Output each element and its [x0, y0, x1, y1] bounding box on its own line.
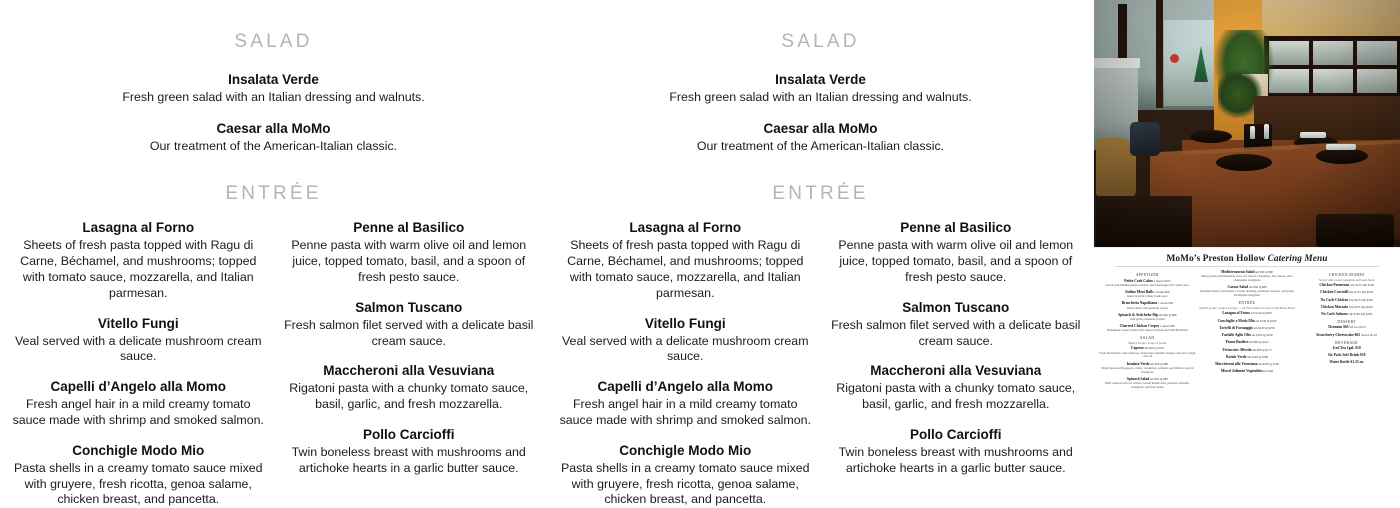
catering-item-name: Water Bottle $1.25 ea.	[1329, 360, 1364, 365]
dish-item	[44, 120, 504, 155]
catering-item	[1199, 369, 1296, 374]
dish-item	[10, 219, 267, 301]
catering-item-name: Chicken Carcioffi 10p $125 20p $220	[1320, 290, 1374, 295]
catering-item	[1199, 285, 1296, 298]
catering-title-divider	[1115, 266, 1379, 267]
dish-description: Fresh salmon filet served with a delicate basil cream sauce.	[831, 317, 1081, 348]
catering-item	[1199, 362, 1296, 367]
catering-item-description: with garlic parmesan crostini	[1129, 316, 1165, 321]
dish-item	[281, 426, 538, 477]
right-rail	[1094, 0, 1400, 500]
catering-item-name: Penne Basilico sm $80 lg $145	[1225, 340, 1269, 345]
dish-item	[281, 362, 538, 413]
catering-item	[1099, 279, 1196, 288]
catering-item-name: Mixed Julienne Vegetables full $40	[1220, 369, 1274, 374]
catering-section-heading: SALAD	[1140, 336, 1155, 341]
dish-description: Veal served with a delicate mushroom cream sauce.	[561, 333, 809, 364]
catering-item-price: Serves 20-25	[1348, 325, 1366, 330]
catering-item-name: Tortelli di Formaggio sm $120 lg $250	[1219, 325, 1275, 330]
catering-item	[1298, 353, 1395, 358]
dish-item	[828, 219, 1085, 285]
catering-item-name: Tiramisu $65 Serves 20-25	[1327, 325, 1366, 330]
catering-item	[1298, 283, 1395, 288]
dish-item	[591, 71, 1051, 106]
dish-description: Fresh angel hair in a mild creamy tomato sauce made with shrimp and smoked salmon.	[12, 397, 264, 427]
catering-item	[1199, 311, 1296, 316]
catering-section-heading: APPETIZER	[1135, 273, 1159, 277]
catering-item	[1199, 355, 1296, 360]
catering-item-name: Spinach & Artichoke Dip sm $40 lg $80	[1118, 312, 1177, 317]
catering-column	[1298, 270, 1395, 392]
catering-item	[1298, 290, 1395, 295]
catering-item-description: Fresh mozzarella, roma tomatoes, fresh basil, balsamic vinegar, and extra virgin olive oil	[1099, 350, 1196, 359]
catering-item-description: Mixed greens with kalamata olive, red onions, cucumbers, feta cheese, and a champagne vinaigrette	[1200, 274, 1294, 283]
dish-name: Caesar alla MoMo	[763, 120, 878, 136]
catering-item-description: Baby spinach with red onions, roasted mushrooms, pancetta, balsamic vinaigrette, and feta cheese	[1105, 381, 1190, 390]
catering-item-name: Caprese sm $50 lg $100	[1130, 346, 1164, 351]
dish-description: Veal served with a delicate mushroom cream sauce.	[14, 333, 262, 364]
dish-description: Pasta shells in a creamy tomato sauce mixed with gruyere, fresh ricotta, genoa salame, chicken breast, and pancetta.	[13, 460, 263, 507]
catering-item	[1199, 270, 1296, 283]
catering-item-price: sm $130 lg $250	[1254, 318, 1277, 323]
dish-description: Penne pasta with warm olive oil and lemon juice, topped tomato, basil, and a spoon of fresh pesto sauce.	[838, 238, 1074, 284]
catering-item-price: sm $50 lg $80	[1149, 361, 1168, 366]
salad-list	[591, 71, 1051, 154]
catering-column	[1099, 270, 1196, 392]
catering-item-name: Strawberry Cheesecake $65 Serves 20-25	[1316, 332, 1378, 337]
dish-description: Sheets of fresh pasta topped with Ragu di Carne, Béchamel, and mushrooms; topped with tomato sauce, mozzarella, and Italian parmesan.	[567, 238, 804, 300]
dish-name: Maccheroni alla Vesuviana	[323, 363, 495, 379]
dish-description: Our treatment of the American-Italian classic.	[149, 138, 398, 153]
dish-item	[10, 315, 267, 366]
entree-section-heading: ENTRÉE	[772, 183, 869, 205]
dish-name: Salmon Tuscano	[902, 299, 1010, 315]
dish-item	[10, 378, 267, 429]
catering-item-name: Rotolo Verde sm $100 lg $190	[1225, 354, 1269, 359]
dish-description: Fresh green salad with an Italian dressing and walnuts.	[669, 89, 972, 104]
catering-item-price: 10p $125 20p $220	[1347, 304, 1373, 309]
menu-panel-right	[547, 0, 1094, 507]
catering-item	[1199, 348, 1296, 353]
dish-name: Penne al Basilico	[353, 220, 465, 236]
catering-item-name: Petite Crab Cakes 1 dozen $195	[1124, 278, 1171, 283]
catering-item-name: Mediterranean Salad sm $50 lg $80	[1221, 270, 1273, 274]
catering-section-note: Small 8 people / Large 16 people	[1128, 340, 1167, 345]
entree-column-right	[281, 219, 538, 508]
dish-description: Twin boneless breast with mushrooms and artichoke hearts in a garlic butter sauce.	[291, 444, 526, 475]
catering-item-name: Iced Tea 1gal. $10	[1332, 346, 1361, 351]
catering-item-description: served with Mediterranean coleslaw and Champagne dill cream sauce	[1105, 282, 1190, 287]
catering-item-price: 1 dozen $50	[1157, 301, 1174, 306]
catering-item	[1199, 326, 1296, 331]
entree-column-left	[10, 219, 267, 508]
catering-item-name: Conchiglie a Modo Mio sm $130 lg $250	[1217, 318, 1277, 323]
catering-item	[1199, 340, 1296, 345]
catering-item-name: Lasagna al Forno sm $120 lg $250	[1222, 311, 1272, 316]
dish-name: Insalata Verde	[775, 72, 866, 87]
catering-item-name: No Carb Salmon 10p $150 20p $300	[1321, 312, 1373, 317]
dish-item	[557, 378, 814, 429]
dish-name: Lasagna al Forno	[629, 220, 742, 236]
dish-item	[281, 219, 538, 285]
catering-item-price: 10p $125 20p $220	[1348, 290, 1374, 295]
catering-item-description: Homemade crepes folded with charred chicken and mild Béchamel	[1107, 328, 1188, 333]
catering-item-name: Caesar Salad sm $50 lg $80	[1227, 285, 1267, 290]
catering-item-price: sm $50 lg $80	[1149, 377, 1168, 382]
dish-name: Capelli d’Angelo alla Momo	[50, 379, 227, 395]
catering-item-name: Farfalle Aglio Olio sm $100 lg $190	[1221, 333, 1273, 338]
dish-description: Fresh green salad with an Italian dressing and walnuts.	[122, 89, 425, 104]
catering-item-price: sm $80 lg $175	[1251, 347, 1272, 352]
entree-section-heading: ENTRÉE	[225, 183, 322, 205]
dish-item	[828, 362, 1085, 413]
dish-item	[591, 120, 1051, 155]
catering-item	[1298, 312, 1395, 317]
catering-item	[1298, 298, 1395, 303]
catering-item-description: Mixed greens with peppers, celery, cucumbers, walnuts, and Momo’s special vinaigrette	[1101, 365, 1194, 374]
dish-description: Fresh salmon filet served with a delicate basil cream sauce.	[284, 317, 534, 348]
catering-item-price: sm $80 lg $145	[1248, 340, 1269, 345]
entree-columns	[547, 219, 1094, 508]
catering-item	[1298, 346, 1395, 351]
catering-column	[1199, 270, 1296, 392]
catering-item	[1099, 377, 1196, 390]
dish-name: Conchigle Modo Mio	[619, 442, 752, 458]
dish-name: Insalata Verde	[228, 72, 319, 87]
dish-item	[10, 442, 267, 508]
catering-item-price: sm $100 lg $190	[1246, 354, 1269, 359]
catering-menu-title	[1099, 254, 1395, 264]
catering-item-name: Insalata Verde sm $50 lg $80	[1126, 361, 1168, 366]
dish-item	[557, 315, 814, 366]
catering-item	[1099, 290, 1196, 299]
catering-item-name: Spinach Salad sm $50 lg $80	[1126, 377, 1168, 382]
entree-column-right	[828, 219, 1085, 508]
dish-item	[281, 299, 538, 350]
menu-panel-left	[0, 0, 547, 507]
dish-item	[44, 71, 504, 106]
catering-item-price: Serves 20-25	[1360, 332, 1378, 337]
catering-item	[1099, 362, 1196, 375]
catering-item	[1298, 333, 1395, 338]
catering-item-name: Charred Chicken Crepes 1 dozen $65	[1119, 324, 1175, 329]
catering-item-price: 10p $125 20p $220	[1349, 283, 1374, 288]
dish-name: Penne al Basilico	[900, 220, 1012, 236]
dish-description: Pasta shells in a creamy tomato sauce mixed with gruyere, fresh ricotta, genoa salame, chicken breast, and pancetta.	[560, 460, 810, 507]
catering-item	[1099, 301, 1196, 310]
catering-item	[1099, 324, 1196, 333]
catering-item-price: 1 dozen $65	[1159, 324, 1175, 329]
catering-item	[1298, 305, 1395, 310]
catering-item-price: sm $40 lg $80	[1158, 312, 1177, 317]
dish-name: Caesar alla MoMo	[216, 120, 331, 136]
catering-item	[1099, 346, 1196, 359]
catering-item	[1199, 319, 1296, 324]
dish-description: Sheets of fresh pasta topped with Ragu di Carne, Béchamel, and mushrooms; topped with tomato sauce, mozzarella, and Italian parmesan.	[20, 238, 257, 300]
catering-item-name: Fettuccine Alfredo sm $80 lg $175	[1222, 347, 1272, 352]
catering-item-price: 10p $125 20p $220	[1348, 297, 1373, 302]
catering-menu-thumbnail[interactable]	[1094, 247, 1400, 392]
catering-item-price: sm $50 lg $100	[1143, 346, 1164, 351]
catering-title-italic: Catering Menu	[1267, 254, 1328, 264]
catering-title-regular: MoMo’s Preston Hollow	[1166, 254, 1268, 264]
dish-item	[557, 219, 814, 301]
dish-name: Salmon Tuscano	[355, 299, 463, 315]
dish-description: Fresh angel hair in a mild creamy tomato sauce made with shrimp and smoked salmon.	[559, 397, 811, 427]
dish-name: Vitello Fungi	[644, 315, 726, 331]
dish-name: Maccheroni alla Vesuviana	[870, 363, 1042, 379]
dish-description: Our treatment of the American-Italian classic.	[696, 138, 945, 153]
dish-name: Pollo Carcioffi	[362, 426, 455, 442]
catering-section-heading: BEVERAGE	[1335, 340, 1359, 345]
catering-item-description: fresh tomato and parmesan cheese	[1126, 305, 1168, 310]
catering-item-name: No Carb Chicken 10p $125 20p $220	[1320, 297, 1373, 302]
catering-item-name: Maccheroni alla Vesuviana sm $100 lg $190	[1215, 362, 1279, 367]
salad-section-heading: SALAD	[234, 31, 313, 52]
catering-item-price: full $40	[1262, 369, 1274, 374]
catering-item-name: Six Pack Soft Drink $10	[1327, 353, 1366, 358]
entree-column-left	[557, 219, 814, 508]
dish-description: Twin boneless breast with mushrooms and artichoke hearts in a garlic butter sauce.	[838, 444, 1073, 475]
catering-section-note: Small 8 people / Large 16 people — All Pasta Orders are served with House Bread	[1199, 305, 1295, 310]
catering-item-name: Bruschetta Napolitana 1 dozen $50	[1121, 301, 1174, 306]
catering-item-description: Romaine lettuce with Momo’s Caesar dressing, parmesan croutons, and grated Parmigiano Reggiano	[1199, 289, 1295, 298]
restaurant-interior-photo	[1094, 0, 1400, 247]
catering-item-price: sm $50 lg $80	[1254, 270, 1273, 274]
salad-section-heading: SALAD	[781, 31, 860, 52]
catering-section-heading: CHICKEN DISHES	[1328, 273, 1365, 277]
catering-item-price: sm $100 lg $190	[1250, 333, 1273, 338]
catering-section-note: Served with roasted vegetables and house bread	[1318, 277, 1375, 282]
dish-item	[828, 299, 1085, 350]
catering-item-name: Italian Meat Balls 1 dozen $60	[1125, 289, 1170, 294]
catering-item-name: Chicken Marsala 10p $125 20p $220	[1320, 304, 1373, 309]
catering-item-price: sm $50 lg $80	[1248, 285, 1267, 290]
dish-name: Pollo Carcioffi	[909, 426, 1002, 442]
dish-item	[557, 442, 814, 508]
catering-item	[1199, 333, 1296, 338]
catering-item-price: sm $100 lg $190	[1257, 362, 1279, 367]
dish-description: Rigatoni pasta with a chunky tomato sauce, basil, garlic, and fresh mozzarella.	[836, 381, 1076, 412]
dish-item	[828, 426, 1085, 477]
catering-item-price: sm $120 lg $250	[1253, 325, 1275, 330]
dish-description: Rigatoni pasta with a chunky tomato sauce, basil, garlic, and fresh mozzarella.	[289, 381, 529, 412]
catering-section-heading: ENTRÉE	[1238, 301, 1256, 306]
dish-description: Penne pasta with warm olive oil and lemon juice, topped tomato, basil, and a spoon of fresh pesto sauce.	[291, 238, 527, 284]
catering-item-name: Chicken Parmesan 10p $125 20p $220	[1319, 283, 1374, 288]
catering-item	[1298, 360, 1395, 365]
catering-item	[1099, 313, 1196, 322]
catering-section-heading: DESSERT	[1337, 319, 1356, 324]
dish-name: Vitello Fungi	[97, 315, 179, 331]
catering-item	[1298, 325, 1395, 330]
catering-item-price: 1 dozen $195	[1152, 278, 1171, 283]
salad-list	[44, 71, 504, 154]
catering-columns	[1099, 270, 1395, 392]
dish-name: Lasagna al Forno	[82, 220, 195, 236]
catering-item-price: 10p $150 20p $300	[1347, 312, 1373, 317]
dish-name: Conchigle Modo Mio	[72, 442, 205, 458]
entree-columns	[0, 219, 547, 508]
catering-item-description: baked in garlic tomato basil sauce	[1126, 294, 1168, 299]
catering-item-price: sm $120 lg $250	[1250, 311, 1272, 316]
dish-name: Capelli d’Angelo alla Momo	[597, 379, 774, 395]
catering-item-price: 1 dozen $60	[1153, 289, 1170, 294]
